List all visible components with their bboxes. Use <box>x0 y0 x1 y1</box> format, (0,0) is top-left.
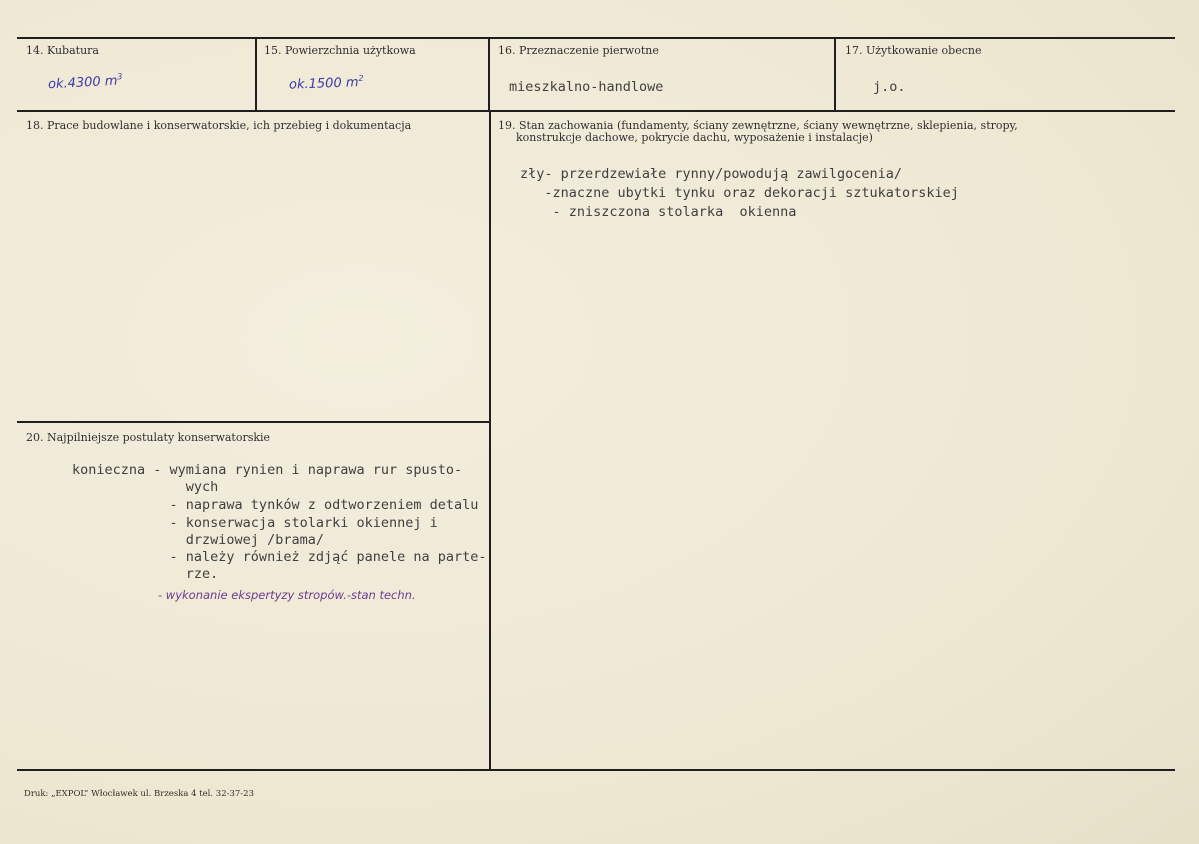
field-20-line-6: - należy również zdjąć panele na parte- <box>72 549 487 565</box>
field-16-value: mieszkalno-handlowe <box>509 79 664 95</box>
field-17-label: 17. Użytkowanie obecne <box>845 44 982 57</box>
field-15-label: 15. Powierzchnia użytkowa <box>264 44 416 57</box>
row1-bottom-rule <box>17 110 1175 112</box>
field-16-label: 16. Przeznaczenie pierwotne <box>498 44 659 57</box>
section-18-20-rule <box>17 421 490 423</box>
field-20-line-1: konieczna - wymiana rynien i naprawa rur spusto- <box>72 462 463 478</box>
field-19-label-line2: konstrukcje dachowe, pokrycie dachu, wyposażenie i instalacje) <box>516 131 873 144</box>
main-vertical-divider <box>489 110 491 770</box>
field-15-value <box>289 74 364 93</box>
field-20-line-3: - naprawa tynków z odtworzeniem detalu <box>72 497 479 513</box>
printer-imprint: Druk: „EXPOL” Włocławek ul. Brzeska 4 tel. 32-37-23 <box>24 789 254 799</box>
field-19-line-2: -znaczne ubytki tynku oraz dekoracji sztukatorskiej <box>520 185 959 201</box>
field-14-value <box>48 72 123 92</box>
field-17-value: j.o. <box>873 79 906 95</box>
field-15-unit-sup: 2 <box>358 73 364 83</box>
field-20-line-7: rze. <box>72 566 219 582</box>
field-20-line-5: drzwiowej /brama/ <box>72 532 324 548</box>
divider-15-16 <box>488 37 490 111</box>
field-20-label: 20. Najpilniejsze postulaty konserwatorskie <box>26 431 271 444</box>
field-14-label: 14. Kubatura <box>26 44 99 57</box>
field-20-line-4: - konserwacja stolarki okiennej i <box>72 515 438 531</box>
field-15-value-text: ok.1500 m <box>288 75 359 93</box>
bottom-rule <box>17 769 1175 771</box>
field-18-label: 18. Prace budowlane i konserwatorskie, ich przebieg i dokumentacja <box>26 119 412 132</box>
field-14-value-text: ok.4300 m <box>47 73 118 93</box>
field-20-line-2: wych <box>72 479 219 495</box>
top-rule <box>17 37 1175 39</box>
divider-16-17 <box>834 37 836 111</box>
field-19-line-3: - zniszczona stolarka okienna <box>520 204 797 220</box>
field-20-handwritten-note: - wykonanie ekspertyzy stropów.-stan techn. <box>158 588 416 602</box>
field-14-unit-sup: 3 <box>117 72 123 82</box>
field-19-label-line1: 19. Stan zachowania (fundamenty, ściany zewnętrzne, ściany wewnętrzne, sklepienia, stropy, <box>498 119 1018 132</box>
divider-14-15 <box>255 37 257 111</box>
field-19-line-1: zły- przerdzewiałe rynny/powodują zawilgocenia/ <box>520 166 903 182</box>
